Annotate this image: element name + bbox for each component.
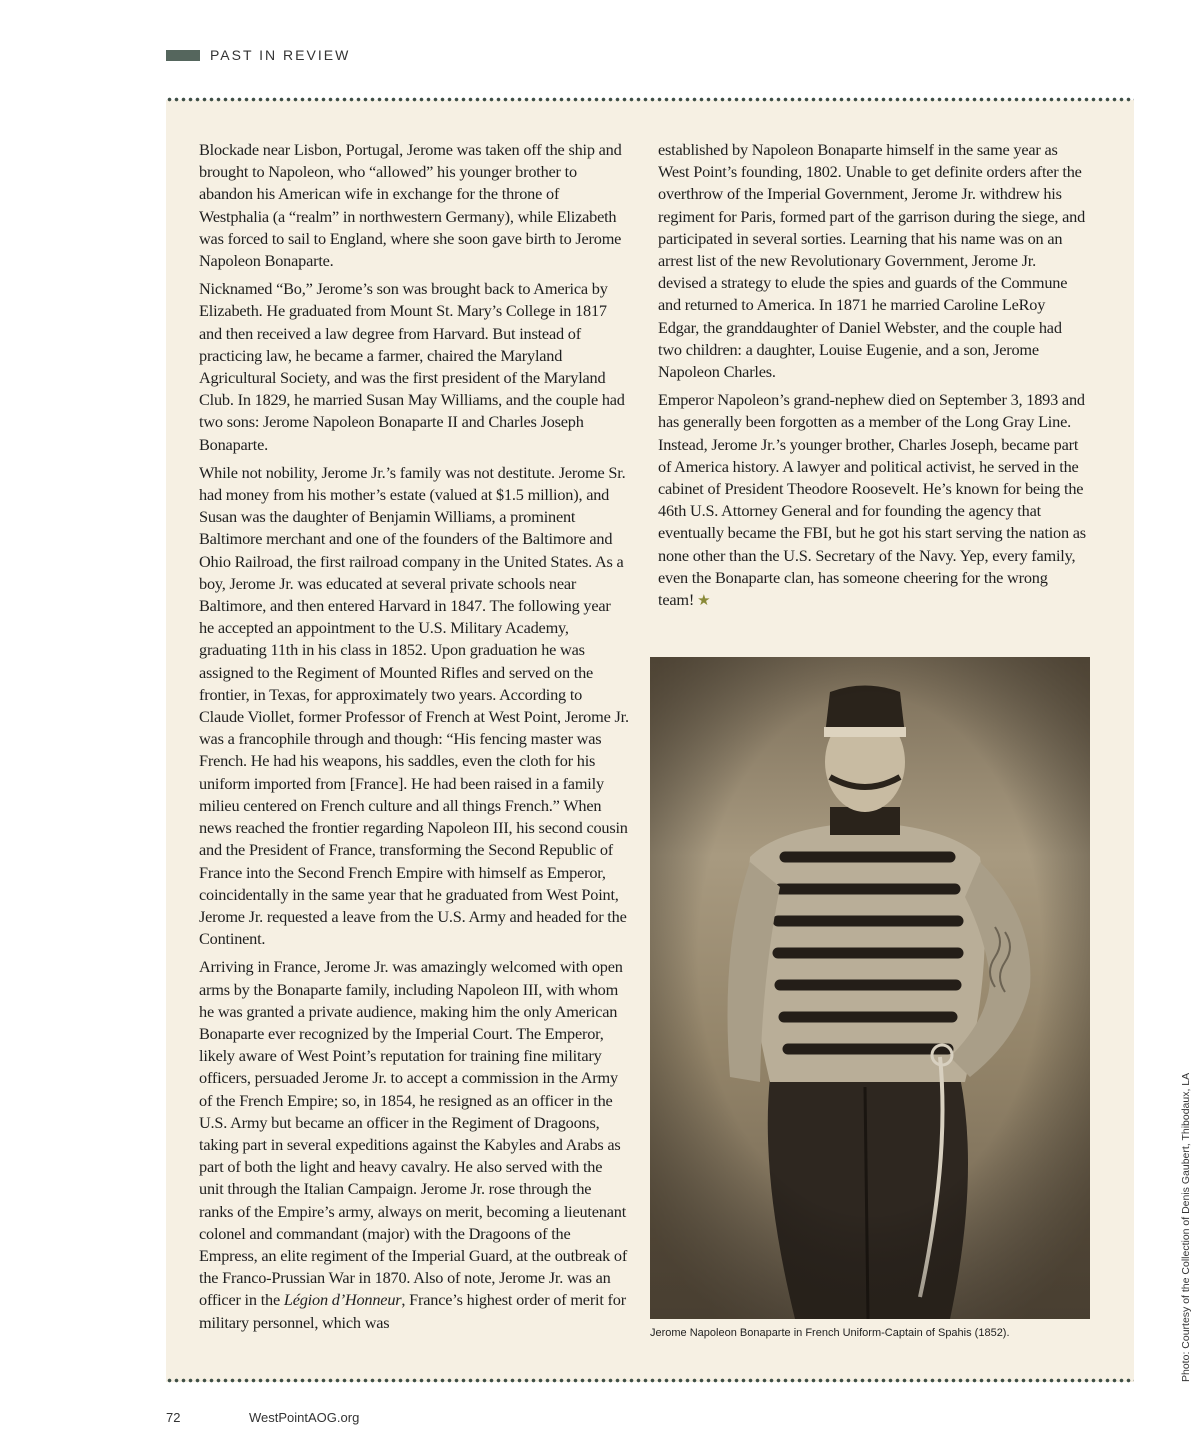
text-run: Arriving in France, Jerome Jr. was amazingly welcomed with open arms by the Bonaparte family, including Napoleon III, with whom he was granted a private audience, making him the only American Bonaparte ever recognized by the Imperial Court. The Emperor, likely aware of West Point’s reputation for training fine military officers, persuaded Jerome Jr. to accept a commission in the Army of the French Empire; so, in 1854, he resigned as an officer in the U.S. Army but became an officer in the Regiment of Dragoons, taking part in several expeditions against the Kabyles and Arabs as part of both the light and heavy cavalry. He also served with the unit through the Italian Campaign. Jerome Jr. rose through the ranks of the Empire’s army, always on merit, becoming a lieutenant colonel and commandant (major) with the Dragoons of the Empress, an elite regiment of the Imperial Guard, at the outbreak of the Franco-Prussian War in 1870. Also of note, Jerome Jr. was an officer in the xyxy=(199,957,628,1310)
section-label: PAST IN REVIEW xyxy=(210,47,351,63)
text-run: , France’s highest order of merit for military personnel, which was xyxy=(199,1290,626,1332)
photo-credit: Photo: Courtesy of the Collection of Denis Gaubert, Thibodaux, LA xyxy=(1180,1072,1192,1382)
star-icon: ★ xyxy=(697,593,711,610)
section-bar xyxy=(166,50,200,61)
portrait-illustration xyxy=(650,657,1090,1319)
footer-website: WestPointAOG.org xyxy=(249,1410,360,1425)
left-column xyxy=(199,139,629,1340)
top-dotted-divider xyxy=(166,97,1134,102)
paragraph: Blockade near Lisbon, Portugal, Jerome was taken off the ship and brought to Napoleon, who “allowed” his younger brother to abandon his American wife in exchange for the throne of Westphalia (a “realm” in northwestern Germany), while Elizabeth was forced to sail to England, where she soon gave birth to Jerome Napoleon Bonaparte. xyxy=(199,140,622,271)
page-number: 72 xyxy=(166,1410,181,1425)
italic-term: Légion d’Honneur xyxy=(283,1290,402,1310)
photo-caption: Jerome Napoleon Bonaparte in French Uniform-Captain of Spahis (1852). xyxy=(650,1327,1010,1339)
text-run: Emperor Napoleon’s grand-nephew died on September 3, 1893 and has generally been forgotten as a member of the Long Gray Line. Instead, Jerome Jr.’s younger brother, Charles Joseph, became part of America history. A lawyer and political activist, he served in the cabinet of President Theodore Roosevelt. He’s known for being the 46th U.S. Attorney General and for founding the agency that eventually became the FBI, but he got his start serving the nation as none other than the U.S. Secretary of the Navy. Yep, every family, even the Bonaparte clan, has someone cheering for the wrong team! xyxy=(658,390,1086,610)
paragraph: established by Napoleon Bonaparte himself in the same year as West Point’s founding, 1802. Unable to get definite orders after the overthrow of the Imperial Government, Jerome Jr. withdrew his regiment for Paris, formed part of the garrison during the siege, and participated in several sorties. Learning that his name was on an arrest list of the new Revolutionary Government, Jerome Jr. devised a strategy to elude the spies and guards of the Commune and returned to America. In 1871 he married Caroline LeRoy Edgar, the granddaughter of Daniel Webster, and the couple had two children: a daughter, Louise Eugenie, and a son, Jerome Napoleon Charles. xyxy=(658,140,1086,382)
portrait-photo xyxy=(650,657,1090,1319)
paragraph: While not nobility, Jerome Jr.’s family was not destitute. Jerome Sr. had money from his mother’s estate (valued at $1.5 million), and Susan was the daughter of Benjamin Williams, a prominent Baltimore merchant and one of the founders of the Baltimore and Ohio Railroad, the first railroad company in the United States. As a boy, Jerome Jr. was educated at several private schools near Baltimore, and then entered Harvard in 1847. The following year he accepted an appointment to the U.S. Military Academy, graduating 11th in his class in 1852. Upon graduation he was assigned to the Regiment of Mounted Rifles and served on the frontier, in Texas, for approximately two years. According to Claude Viollet, former Professor of French at West Point, Jerome Jr. was a francophile through and though: “His fencing master was French. He had his weapons, his saddles, even the cloth for his uniform imported from [France]. He had been raised in a family milieu centered on French culture and all things French.” When news reached the frontier regarding Napoleon III, his second cousin and the President of France, transforming the Second Republic of France into the Second French Empire with himself as Emperor, coincidentally in the same year that he graduated from West Point, Jerome Jr. requested a leave from the U.S. Army and headed for the Continent. xyxy=(199,462,629,949)
section-header xyxy=(166,46,350,64)
bottom-dotted-divider xyxy=(166,1378,1134,1383)
right-column xyxy=(658,139,1086,618)
paragraph: Nicknamed “Bo,” Jerome’s son was brought back to America by Elizabeth. He graduated from Mount St. Mary’s College in 1817 and then received a law degree from Harvard. But instead of practicing law, he became a farmer, chaired the Maryland Agricultural Society, and was the first president of the Maryland Club. In 1829, he married Susan May Williams, and the couple had two sons: Jerome Napoleon Bonaparte II and Charles Joseph Bonaparte. xyxy=(199,279,625,454)
paragraph xyxy=(658,389,1086,612)
paragraph xyxy=(199,956,629,1333)
